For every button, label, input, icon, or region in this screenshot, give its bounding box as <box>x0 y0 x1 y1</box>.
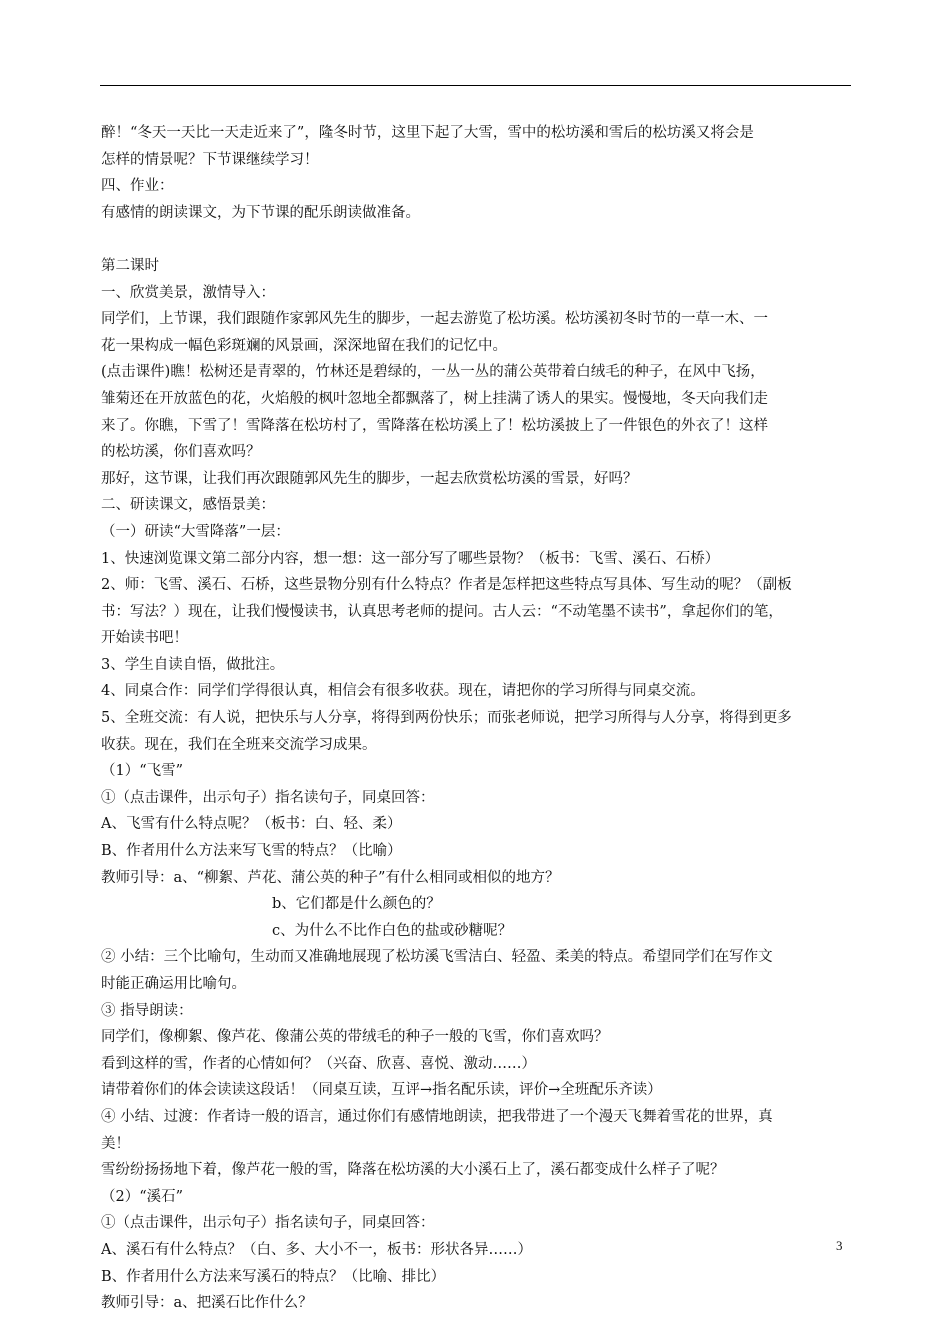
header-rule <box>100 85 851 86</box>
document-body <box>101 120 853 1317</box>
text-line: 3、学生自读自悟，做批注。 <box>101 656 285 673</box>
text-line: 那好，这节课，让我们再次跟随郭风先生的脚步，一起去欣赏松坊溪的雪景，好吗？ <box>101 470 638 487</box>
text-line: ③ 指导朗读： <box>101 1002 193 1019</box>
text-line: 花一果构成一幅色彩斑斓的风景画，深深地留在我们的记忆中。 <box>101 337 507 354</box>
text-line: 教师引导：a、把溪石比作什么？ <box>101 1295 313 1312</box>
text-line: b、它们都是什么颜色的？ <box>272 896 441 913</box>
text-line: ①（点击课件，出示句子）指名读句子，同桌回答： <box>101 1215 435 1232</box>
text-line: ② 小结：三个比喻句，生动而又准确地展现了松坊溪飞雪洁白、轻盈、柔美的特点。希望同学们在写作文 <box>101 949 773 966</box>
text-line: 来了。你瞧，下雪了！雪降落在松坊村了，雪降落在松坊溪上了！松坊溪披上了一件银色的外衣了！这样 <box>101 417 768 434</box>
page-number: 3 <box>836 1238 843 1253</box>
text-line: 收获。现在，我们在全班来交流学习成果。 <box>101 736 377 753</box>
text-line: 醉！“冬天一天比一天走近来了”，隆冬时节，这里下起了大雪，雪中的松坊溪和雪后的松坊溪又将会是 <box>101 125 754 141</box>
text-line: （2）“溪石” <box>101 1188 184 1205</box>
text-line: 2、师：飞雪、溪石、石桥，这些景物分别有什么特点？作者是怎样把这些特点写具体、写生动的呢？（副板 <box>101 577 792 594</box>
text-line: 同学们，像柳絮、像芦花、像蒲公英的带绒毛的种子一般的飞雪，你们喜欢吗？ <box>101 1029 609 1046</box>
text-line: 美！ <box>101 1135 130 1152</box>
text-line: ④ 小结、过渡：作者诗一般的语言，通过你们有感情地朗读，把我带进了一个漫天飞舞着雪花的世界，真 <box>101 1108 773 1125</box>
text-line: 4、同桌合作：同学们学得很认真，相信会有很多收获。现在，请把你的学习所得与同桌交流。 <box>101 683 705 700</box>
text-line: B、作者用什么方法来写溪石的特点？（比喻、排比） <box>101 1268 446 1285</box>
text-line: (点击课件)瞧！松树还是青翠的，竹林还是碧绿的，一丛一丛的蒲公英带着白绒毛的种子，在风中飞扬， <box>101 364 765 381</box>
text-line: 开始读书吧！ <box>101 630 188 647</box>
text-line: 5、全班交流：有人说，把快乐与人分享，将得到两份快乐；而张老师说，把学习所得与人分享，将得到更多 <box>101 710 792 727</box>
text-line: 二、研读课文，感悟景美： <box>101 497 275 514</box>
text-line: 一、欣赏美景，激情导入： <box>101 284 275 301</box>
text-line: A、溪石有什么特点？（白、多、大小不一，板书：形状各异……） <box>101 1241 532 1258</box>
text-line: 雏菊还在开放蓝色的花，火焰般的枫叶忽地全都飘落了，树上挂满了诱人的果实。慢慢地，冬天向我们走 <box>101 390 768 407</box>
text-line: B、作者用什么方法来写飞雪的特点？（比喻） <box>101 843 402 860</box>
text-line: 第二课时 <box>101 257 159 274</box>
text-line: （1）“飞雪” <box>101 763 184 780</box>
text-line: 请带着你们的体会读读这段话！（同桌互读，互评→指名配乐读，评价→全班配乐齐读） <box>101 1082 662 1099</box>
text-line: 看到这样的雪，作者的心情如何？（兴奋、欣喜、喜悦、激动……） <box>101 1055 536 1072</box>
text-line: 时能正确运用比喻句。 <box>101 976 246 992</box>
text-line: 同学们，上节课，我们跟随作家郭风先生的脚步，一起去游览了松坊溪。松坊溪初冬时节的一草一木、一 <box>101 311 768 328</box>
text-line: （一）研读“大雪降落”一层： <box>101 523 290 540</box>
blank-line <box>101 226 853 253</box>
text-line: 有感情的朗读课文，为下节课的配乐朗读做准备。 <box>101 204 420 221</box>
text-line: c、为什么不比作白色的盐或砂糖呢？ <box>272 922 513 939</box>
text-line: 1、快速浏览课文第二部分内容，想一想：这一部分写了哪些景物？（板书：飞雪、溪石、石桥） <box>101 550 720 567</box>
text-line: 教师引导：a、“柳絮、芦花、蒲公英的种子”有什么相同或相似的地方？ <box>101 869 560 886</box>
text-line: 怎样的情景呢？下节课继续学习！ <box>101 151 319 168</box>
text-line: 的松坊溪，你们喜欢吗？ <box>101 444 261 461</box>
text-line: 雪纷纷扬扬地下着，像芦花一般的雪，降落在松坊溪的大小溪石上了，溪石都变成什么样子了呢？ <box>101 1162 725 1179</box>
text-line: A、飞雪有什么特点呢？（板书：白、轻、柔） <box>101 816 402 833</box>
text-line: ①（点击课件，出示句子）指名读句子，同桌回答： <box>101 789 435 806</box>
text-line: 书：写法？）现在，让我们慢慢读书，认真思考老师的提问。古人云：“不动笔墨不读书”，拿起你们的笔， <box>101 603 783 620</box>
text-line: 四、作业： <box>101 178 174 195</box>
